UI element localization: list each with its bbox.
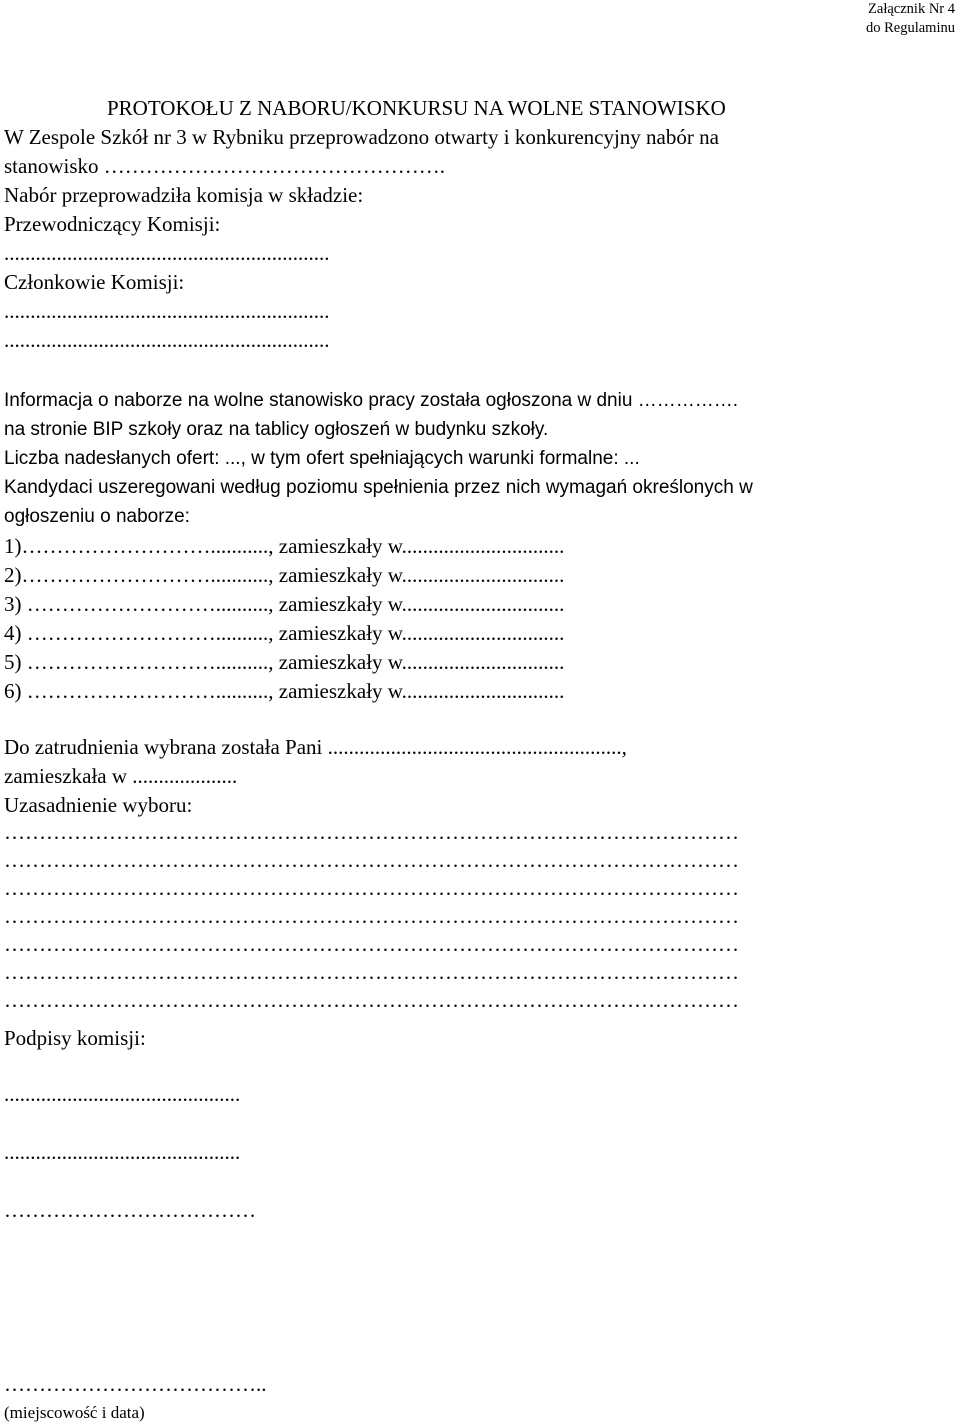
justification-line: ……………………………………………………………………………………………: [4, 988, 739, 1012]
selection-line-2: zamieszkała w ....................: [4, 764, 238, 788]
justification-line: ……………………………………………………………………………………………: [4, 820, 739, 844]
attachment-header: [866, 0, 955, 38]
candidate-row: 3) ……………………….........., zamieszkały w...............................: [4, 592, 565, 616]
info-line-5: ogłoszeniu o naborze:: [4, 506, 190, 527]
info-line-3: Liczba nadesłanych ofert: ..., w tym ofert spełniających warunki formalne: ...: [4, 448, 640, 469]
signature-line: ………………………………: [4, 1198, 256, 1222]
document-title: PROTOKOŁU Z NABORU/KONKURSU NA WOLNE STANOWISKO: [107, 96, 726, 120]
candidate-row: 1)………………………..........., zamieszkały w...............................: [4, 534, 565, 558]
info-line-4: Kandydaci uszeregowani według poziomu spełnienia przez nich wymagań określonych w: [4, 477, 753, 498]
info-line-2: na stronie BIP szkoły oraz na tablicy ogłoszeń w budynku szkoły.: [4, 419, 549, 440]
justification-line: ……………………………………………………………………………………………: [4, 904, 739, 928]
member-2-value: ..............................................................: [4, 328, 330, 352]
member-1-value: ..............................................................: [4, 299, 330, 323]
chair-value: ..............................................................: [4, 241, 330, 265]
justification-line: ……………………………………………………………………………………………: [4, 876, 739, 900]
attachment-number: Załącznik Nr 4: [868, 1, 955, 17]
justification-line: ……………………………………………………………………………………………: [4, 848, 739, 872]
info-line-1: Informacja o naborze na wolne stanowisko pracy została ogłoszona w dniu …………….: [4, 390, 738, 411]
intro-line-3: Nabór przeprowadziła komisja w składzie:: [4, 183, 364, 207]
intro-line-2: stanowisko ………………………………………….: [4, 154, 445, 178]
chair-label: Przewodniczący Komisji:: [4, 212, 221, 236]
intro-line-1: W Zespole Szkół nr 3 w Rybniku przeprowadzono otwarty i konkurencyjny nabór na: [4, 125, 719, 149]
signatures-label: Podpisy komisji:: [4, 1026, 146, 1050]
candidate-row: 6) ……………………….........., zamieszkały w...............................: [4, 679, 565, 703]
justification-label: Uzasadnienie wyboru:: [4, 793, 193, 817]
candidate-row: 2)………………………..........., zamieszkały w...............................: [4, 563, 565, 587]
selection-line-1: Do zatrudnienia wybrana została Pani ........................................................,: [4, 735, 627, 759]
place-date-label: (miejscowość i data): [4, 1403, 145, 1422]
justification-line: ……………………………………………………………………………………………: [4, 960, 739, 984]
signature-line: .............................................: [4, 1140, 241, 1164]
candidate-row: 4) ……………………….........., zamieszkały w...............................: [4, 621, 565, 645]
justification-line: ……………………………………………………………………………………………: [4, 932, 739, 956]
place-date-line: ………………………………..: [4, 1372, 267, 1396]
members-label: Członkowie Komisji:: [4, 270, 185, 294]
candidate-row: 5) ……………………….........., zamieszkały w...............................: [4, 650, 565, 674]
signature-line: .............................................: [4, 1082, 241, 1106]
attachment-regulation: do Regulaminu: [865, 20, 955, 36]
